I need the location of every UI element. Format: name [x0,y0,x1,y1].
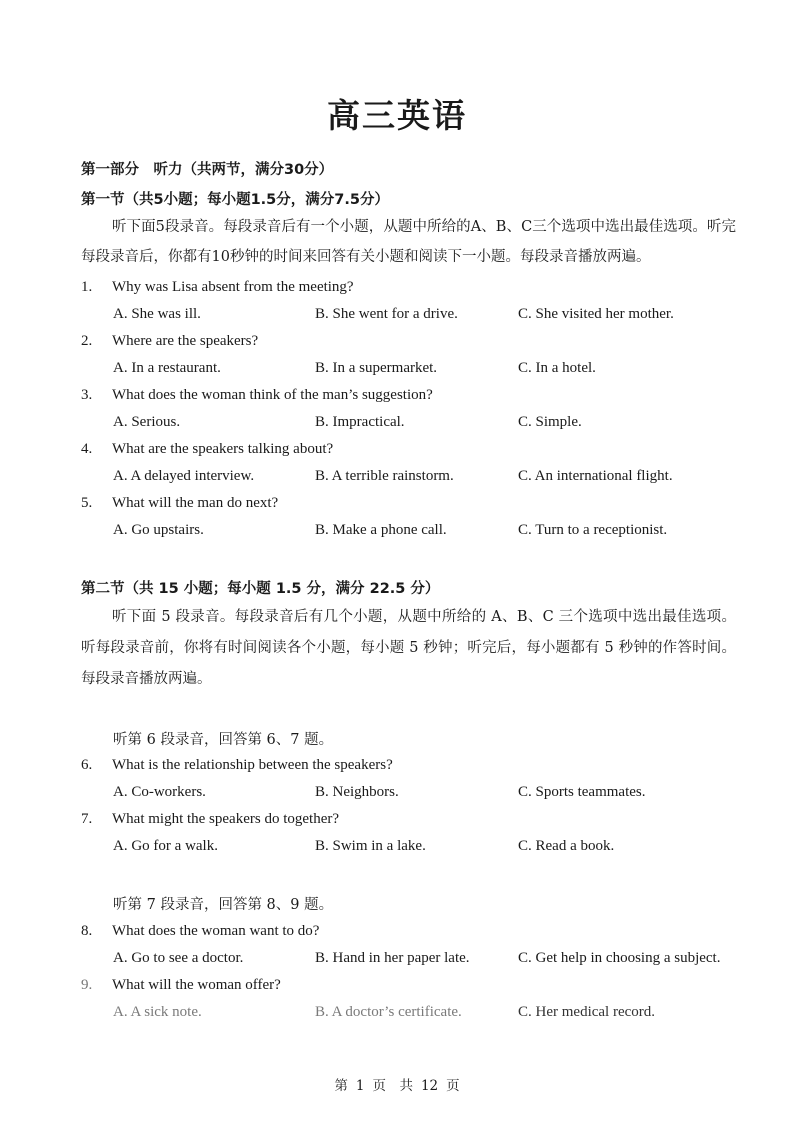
option-a: A. She was ill. [113,306,201,322]
current-page-number: 1 [355,1078,365,1094]
question-text: What are the speakers talking about? [112,441,334,457]
question-9 [81,977,281,994]
question-text: Where are the speakers? [112,333,259,349]
question-6 [81,757,393,774]
option-a: A. A sick note. [113,1004,202,1020]
question-text: What might the speakers do together? [112,811,340,827]
section1-heading: 第一节（共5小题；每小题1.5分，满分7.5分） [81,192,389,208]
question-7 [81,811,339,828]
question-3 [81,387,433,404]
question-text: Why was Lisa absent from the meeting? [112,279,354,295]
question-text: What will the woman offer? [112,977,281,993]
option-b: B. Hand in her paper late. [315,950,470,966]
option-b: B. Impractical. [315,414,405,430]
question-number: 2. [81,333,93,349]
option-a: A. A delayed interview. [113,468,255,484]
question-text: What does the woman think of the man’s suggestion? [112,387,433,403]
option-b: B. Make a phone call. [315,522,447,538]
total-pages-number: 12 [420,1078,439,1094]
question-number: 7. [81,811,93,827]
question-number: 3. [81,387,93,403]
question-number: 9. [81,977,93,993]
group-label-6-7: 听第 6 段录音，回答第 6、7 题。 [113,732,334,748]
footer-middle: 页 共 [372,1078,413,1094]
option-c: C. Her medical record. [518,1004,656,1020]
option-b: B. A terrible rainstorm. [315,468,454,484]
option-b: B. In a supermarket. [315,360,438,376]
question-text: What is the relationship between the speakers? [112,757,393,773]
option-a: A. Go for a walk. [113,838,218,854]
section2-instructions: 听下面 5 段录音。每段录音后有几个小题，从题中所给的 A、B、C 三个选项中选出最佳选项。听每段录音前，你将有时间阅读各个小题，每小题 5 秒钟；听完后，每小题都有 5 秒钟的作答时间。每段录音播放两遍。 [81,609,736,687]
option-a: A. In a restaurant. [113,360,221,376]
question-number: 5. [81,495,93,511]
question-5 [81,495,278,512]
option-c: C. In a hotel. [518,360,596,376]
question-number: 8. [81,923,93,939]
question-number: 6. [81,757,93,773]
option-c: C. She visited her mother. [518,306,674,322]
option-c: C. Get help in choosing a subject. [518,950,721,966]
part1-heading: 第一部分 听力（共两节，满分30分） [81,162,334,178]
footer-suffix: 页 [446,1078,460,1094]
group-label-8-9: 听第 7 段录音，回答第 8、9 题。 [113,897,334,913]
question-number: 4. [81,441,93,457]
question-1 [81,279,354,296]
option-a: A. Go to see a doctor. [113,950,244,966]
question-number: 1. [81,279,93,295]
page-footer [0,1074,794,1094]
option-c: C. Read a book. [518,838,615,854]
option-c: C. Simple. [518,414,582,430]
option-b: B. Neighbors. [315,784,399,800]
question-2 [81,333,258,350]
section1-instructions: 听下面5段录音。每段录音后有一个小题，从题中所给的A、B、C三个选项中选出最佳选项。听完每段录音后，你都有10秒钟的时间来回答有关小题和阅读下一小题。每段录音播放两遍。 [81,219,736,265]
option-b: B. She went for a drive. [315,306,458,322]
option-b: B. A doctor’s certificate. [315,1004,462,1020]
question-text: What will the man do next? [112,495,279,511]
option-b: B. Swim in a lake. [315,838,426,854]
page-title: 高三英语 [327,96,467,135]
option-a: A. Serious. [113,414,181,430]
option-a: A. Go upstairs. [113,522,204,538]
question-text: What does the woman want to do? [112,923,320,939]
footer-prefix: 第 [334,1078,348,1094]
question-8 [81,923,319,940]
option-c: C. Turn to a receptionist. [518,522,668,538]
option-c: C. An international flight. [518,468,673,484]
section2-heading: 第二节（共 15 小题；每小题 1.5 分，满分 22.5 分） [81,581,440,597]
question-4 [81,441,333,458]
option-c: C. Sports teammates. [518,784,646,800]
option-a: A. Co-workers. [113,784,206,800]
